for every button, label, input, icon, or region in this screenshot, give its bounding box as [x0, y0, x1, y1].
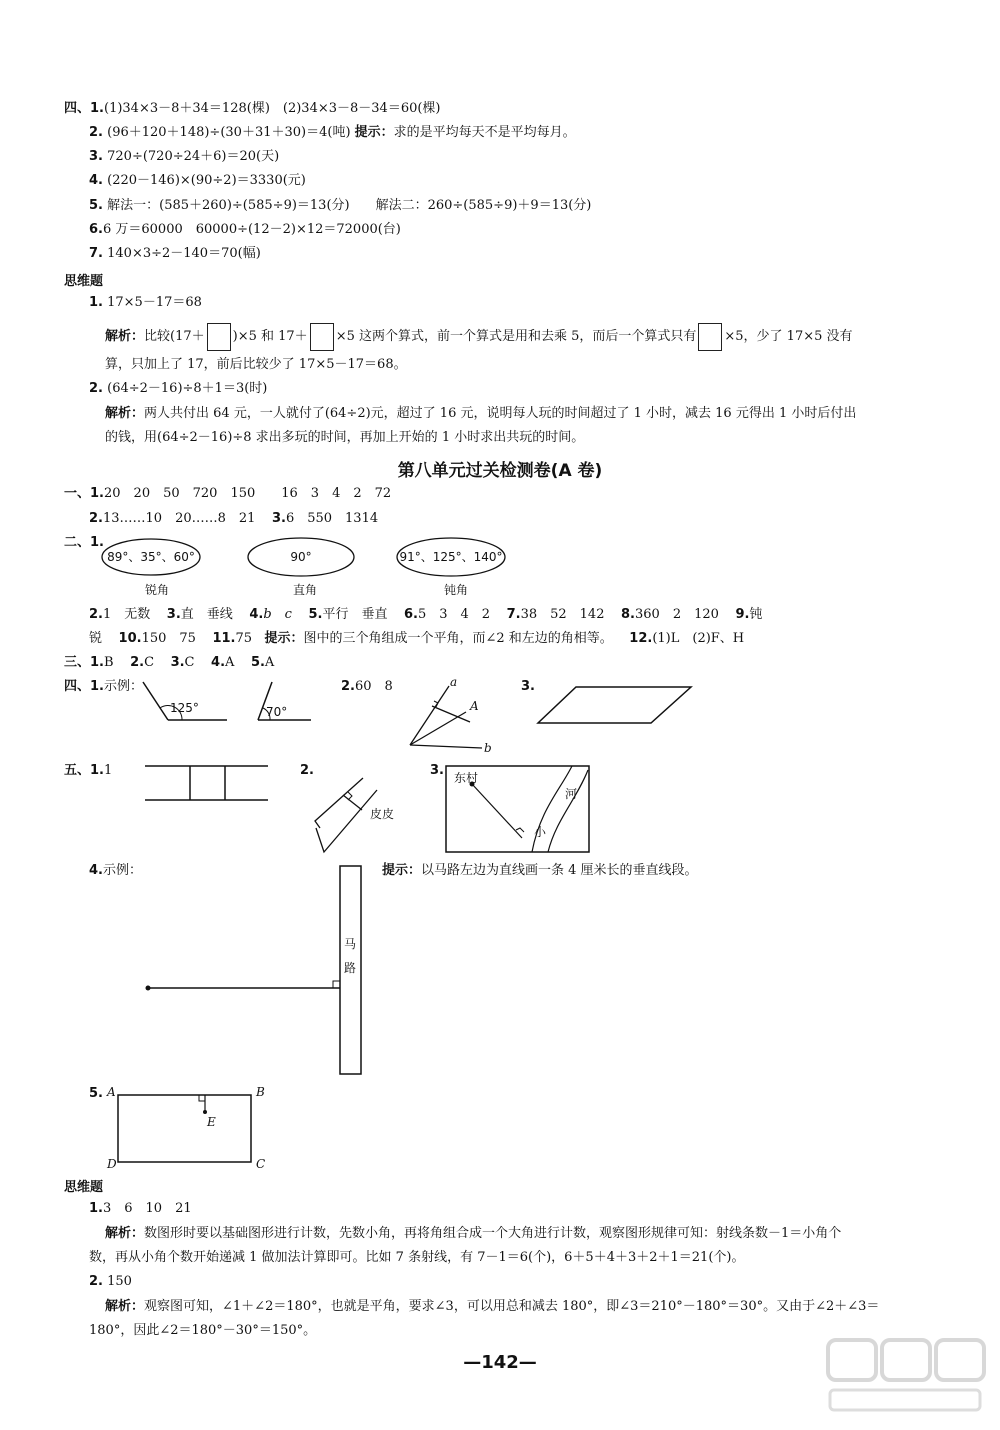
point-D: D	[107, 1157, 117, 1171]
part4b-q2: 2.60 8	[341, 679, 393, 694]
point-E: E	[207, 1115, 216, 1129]
part1-line1: 一、1.20 20 50 720 150 16 3 4 2 72	[64, 486, 392, 501]
road-label-1: 马	[343, 937, 357, 951]
pipi-label: 皮皮	[370, 807, 395, 821]
thinking2-q1-analysis: 解析：数图形时要以基础图形进行计数，先数小角，再将角组合成一个大角进行计数，观察图形规律可知：射线条数－1＝小角个	[105, 1226, 842, 1241]
label-A: A	[470, 699, 479, 713]
angle-70-label: 70°	[266, 705, 288, 719]
thinking-heading-1: 思维题	[64, 274, 104, 289]
label-b: b	[484, 741, 492, 755]
part4-item3: 3. 720÷(720÷24＋6)＝20(天)	[89, 149, 280, 164]
part5-label: 五、1.1	[64, 763, 113, 778]
thinking2-q2: 2. 150	[89, 1274, 132, 1289]
part1-line2: 2.13……10 20……8 21 3.6 550 1314	[89, 511, 379, 526]
thinking1-q2: 2. (64÷2－16)÷8＋1＝3(时)	[89, 381, 268, 396]
part3-answers: 三、1.B 2.C 3.C 4.A 5.A	[64, 655, 275, 670]
part5-q5-num: 5.	[89, 1086, 103, 1101]
watermark-logo	[820, 1330, 990, 1420]
river-label-1: 河	[565, 787, 578, 801]
part4b-q3-num: 3.	[521, 679, 535, 694]
part4-item1: 四、1.(1)34×3－8＋34＝128(棵) (2)34×3－8－34＝60(棵)	[64, 101, 441, 116]
ellipse-acute-label: 锐角	[144, 583, 170, 597]
thinking2-q2-analysis-line2: 180°，因此∠2＝180°－30°＝150°。	[89, 1323, 317, 1338]
part4-item6: 6.6 万＝60000 60000÷(12－2)×12＝72000(台)	[89, 222, 401, 237]
part4b-label: 四、1.示例：	[64, 679, 144, 694]
river-label-2: 小	[534, 825, 547, 839]
part5-q3-num: 3.	[430, 763, 444, 778]
ellipse-obtuse-content: 91°、125°、140°	[399, 550, 503, 564]
thinking1-q1-analysis: 解析：比较(17＋ )×5 和 17＋ ×5 这两个算式，前一个算式是用和去乘 5，而后一个算式只有 ×5，少了 17×5 没有	[105, 322, 853, 352]
road-label-2: 路	[343, 961, 357, 975]
ellipse-right-label: 直角	[292, 583, 318, 597]
village-label: 东村	[454, 771, 479, 785]
part5-q4-hint: 提示：以马路左边为直线画一条 4 厘米长的垂直线段。	[382, 863, 698, 878]
part5-q2-num: 2.	[300, 763, 314, 778]
point-C: C	[256, 1157, 266, 1171]
page-number: —142—	[463, 1352, 537, 1373]
part4-item2: 2. (96＋120＋148)÷(30＋31＋30)＝4(吨) 提示：求的是平均每天不是平均每月。	[89, 125, 576, 140]
angle-125-label: 125°	[170, 701, 199, 715]
part2-row3: 锐 10.150 75 11.75 提示：图中的三个角组成一个平角，而∠2 和左边的角相等。 12.(1)L (2)F、H	[89, 631, 745, 646]
thinking2-q1-analysis-line2: 数，再从小角个数开始递减 1 做加法计算即可。比如 7 条射线，有 7－1＝6(个)，6＋5＋4＋3＋2＋1＝21(个)。	[89, 1250, 745, 1265]
thinking1-q2-analysis-line2: 的钱，用(64÷2－16)÷8 求出多玩的时间，再加上开始的 1 小时求出共玩的时间。	[105, 430, 585, 445]
part4-item5: 5. 解法一：(585＋260)÷(585÷9)＝13(分) 解法二：260÷(585÷9)＋9＝13(分)	[89, 198, 592, 213]
part4-item7: 7. 140×3÷2－140＝70(幅)	[89, 246, 261, 261]
thinking1-q1: 1. 17×5－17＝68	[89, 295, 202, 310]
section-title: 第八单元过关检测卷(A 卷)	[397, 461, 603, 481]
ellipse-acute-content: 89°、35°、60°	[107, 550, 195, 564]
thinking1-q1-analysis-line2: 算，只加上了 17，前后比较少了 17×5－17＝68。	[105, 357, 407, 372]
ellipse-obtuse-label: 钝角	[443, 583, 469, 597]
point-B: B	[256, 1085, 265, 1099]
ellipse-right-content: 90°	[290, 550, 312, 564]
part4-item4: 4. (220－146)×(90÷2)＝3330(元)	[89, 173, 306, 188]
thinking-heading-2: 思维题	[64, 1180, 104, 1195]
part2-label: 二、1.	[64, 535, 104, 550]
part5-q4-label: 4.示例：	[89, 863, 142, 878]
thinking2-q2-analysis: 解析：观察图可知，∠1＋∠2＝180°，也就是平角，要求∠3，可以用总和减去 180°，即∠3＝210°－180°＝30°。又由于∠2＋∠3＝	[105, 1299, 880, 1314]
thinking1-q2-analysis: 解析：两人共付出 64 元，一人就付了(64÷2)元，超过了 16 元，说明每人玩的时间超过了 1 小时，减去 16 元得出 1 小时后付出	[105, 406, 857, 421]
part2-row2: 2.1 无数 3.直 垂线 4.b c 5.平行 垂直 6.5 3 4 2 7.38 52 142 8.360 2 120 9.钝	[89, 607, 763, 622]
thinking2-q1: 1.3 6 10 21	[89, 1201, 192, 1216]
point-A: A	[107, 1085, 116, 1099]
label-a: a	[450, 675, 458, 689]
